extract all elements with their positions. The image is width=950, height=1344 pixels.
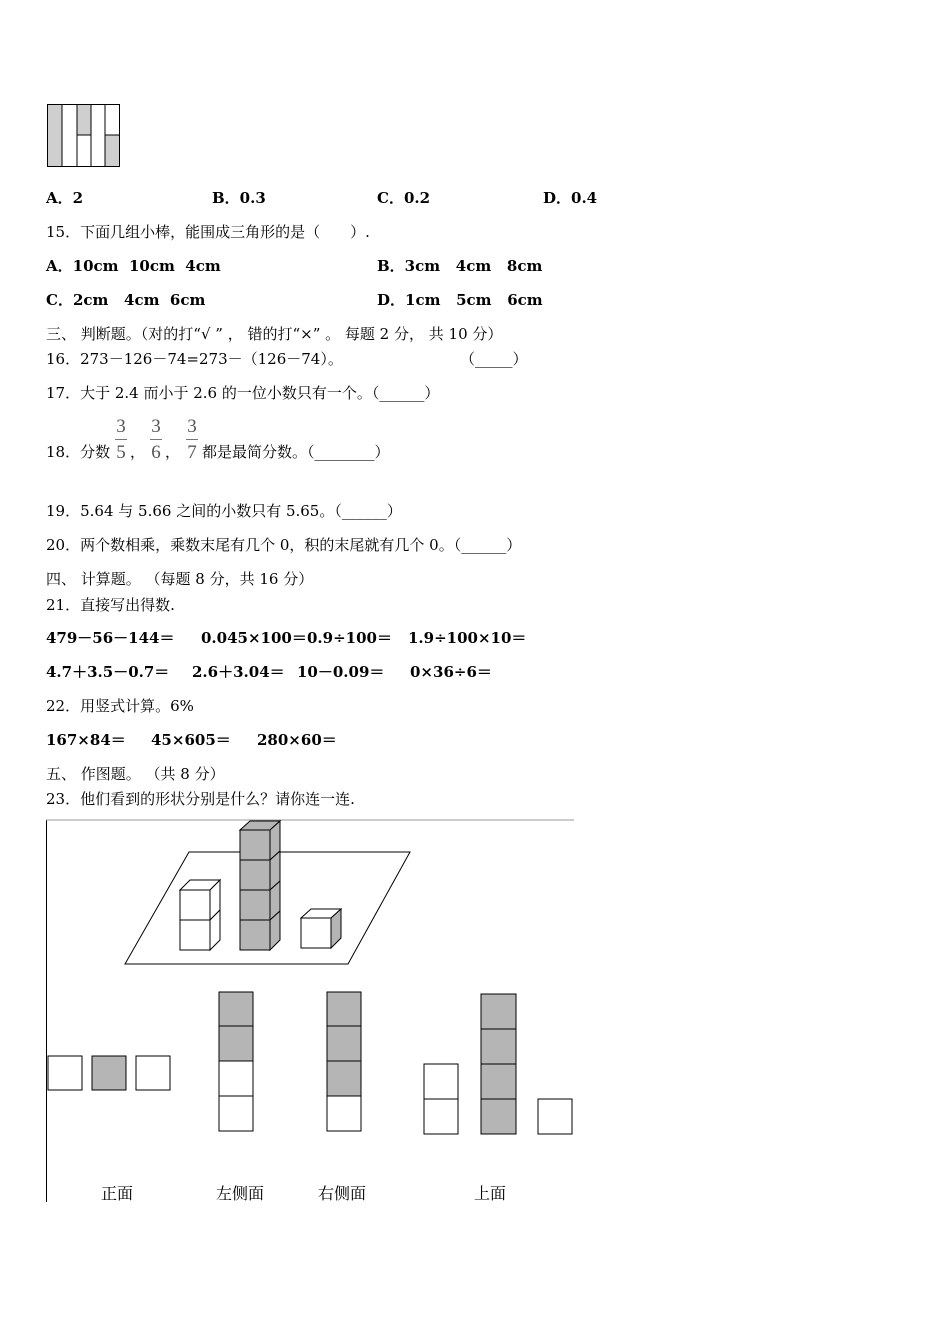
q15-stem: 15．下面几组小棒，能围成三角形的是（ ）. <box>46 223 370 241</box>
q16-answer-blank[interactable]: （_____） <box>460 350 528 368</box>
section3-title: 三、 判断题。（对的打“√ ” ， 错的打“×” 。 每题 2 分， 共 10 分） <box>46 325 503 343</box>
cube-stack-middle <box>240 821 280 950</box>
view-front-shape <box>48 1056 170 1090</box>
section4-title: 四、 计算题。 （每题 8 分，共 16 分） <box>46 570 314 588</box>
q14-option-c[interactable]: C．0.2 <box>377 189 431 207</box>
label-right-side: 右侧面 <box>318 1184 367 1203</box>
q21-expr: 10－0.09＝ <box>297 663 385 681</box>
fraction-bar <box>150 439 162 440</box>
fraction-denominator: 6 <box>151 442 161 463</box>
q14-strip-figure <box>47 104 121 168</box>
q20-text: 20．两个数相乘，乘数末尾有几个 0，积的末尾就有几个 0。（______） <box>46 536 522 554</box>
q19-text: 19．5.64 与 5.66 之间的小数只有 5.65。（______） <box>46 502 402 520</box>
q18-suffix: 都是最简分数。（________） <box>202 443 390 461</box>
q21-expr: 4.7＋3.5－0.7＝ <box>46 663 170 681</box>
q22-expr: 167×84＝ <box>46 731 126 749</box>
q18-fraction-3 <box>186 417 198 462</box>
q21-expr: 0.045×100＝ <box>201 629 307 647</box>
q15-option-a[interactable]: A．10cm 10cm 4cm <box>46 257 221 275</box>
cube-stack-left <box>180 880 220 950</box>
q18-fraction-1 <box>115 417 127 462</box>
q15-option-b[interactable]: B．3cm 4cm 8cm <box>377 257 543 275</box>
q21-expr: 479－56－144＝ <box>46 629 175 647</box>
fraction-denominator: 5 <box>116 442 126 463</box>
q18-separator: ， <box>130 443 146 461</box>
q18-separator: ， <box>165 443 181 461</box>
q14-option-b[interactable]: B．0.3 <box>212 189 266 207</box>
fraction-numerator: 3 <box>116 416 126 437</box>
q23-figure <box>46 818 576 1202</box>
view-top-shape <box>424 994 572 1134</box>
q15-option-c[interactable]: C．2cm 4cm 6cm <box>46 291 206 309</box>
label-left-side: 左侧面 <box>216 1184 265 1203</box>
view-right-shape <box>327 992 361 1131</box>
fraction-numerator: 3 <box>151 416 161 437</box>
fraction-bar <box>186 439 198 440</box>
label-front: 正面 <box>101 1184 134 1203</box>
fraction-bar <box>115 439 127 440</box>
q22-expr: 280×60＝ <box>257 731 337 749</box>
q23-stem: 23．他们看到的形状分别是什么？请你连一连. <box>46 790 355 808</box>
q22-stem: 22．用竖式计算。6% <box>46 697 194 715</box>
q15-option-d[interactable]: D．1cm 5cm 6cm <box>377 291 543 309</box>
q16-text: 16．273－126－74=273－（126－74）。 <box>46 350 343 368</box>
q14-option-d[interactable]: D．0.4 <box>543 189 598 207</box>
q14-option-a[interactable]: A．2 <box>46 189 84 207</box>
q18-fraction-2 <box>150 417 162 462</box>
q21-expr: 2.6＋3.04＝ <box>192 663 285 681</box>
q18-prefix: 18．分数 <box>46 443 111 461</box>
section5-title: 五、 作图题。 （共 8 分） <box>46 765 225 783</box>
fraction-denominator: 7 <box>187 442 197 463</box>
q17-text: 17．大于 2.4 而小于 2.6 的一位小数只有一个。（______） <box>46 384 440 402</box>
label-top: 上面 <box>474 1184 507 1203</box>
q22-expr: 45×605＝ <box>151 731 231 749</box>
cube-single-right <box>301 909 341 948</box>
view-left-shape <box>219 992 253 1131</box>
q21-expr: 0.9÷100＝ <box>307 629 392 647</box>
fraction-numerator: 3 <box>187 416 197 437</box>
q21-expr: 1.9÷100×10＝ <box>408 629 527 647</box>
q21-stem: 21．直接写出得数. <box>46 596 175 614</box>
q21-expr: 0×36÷6＝ <box>410 663 492 681</box>
